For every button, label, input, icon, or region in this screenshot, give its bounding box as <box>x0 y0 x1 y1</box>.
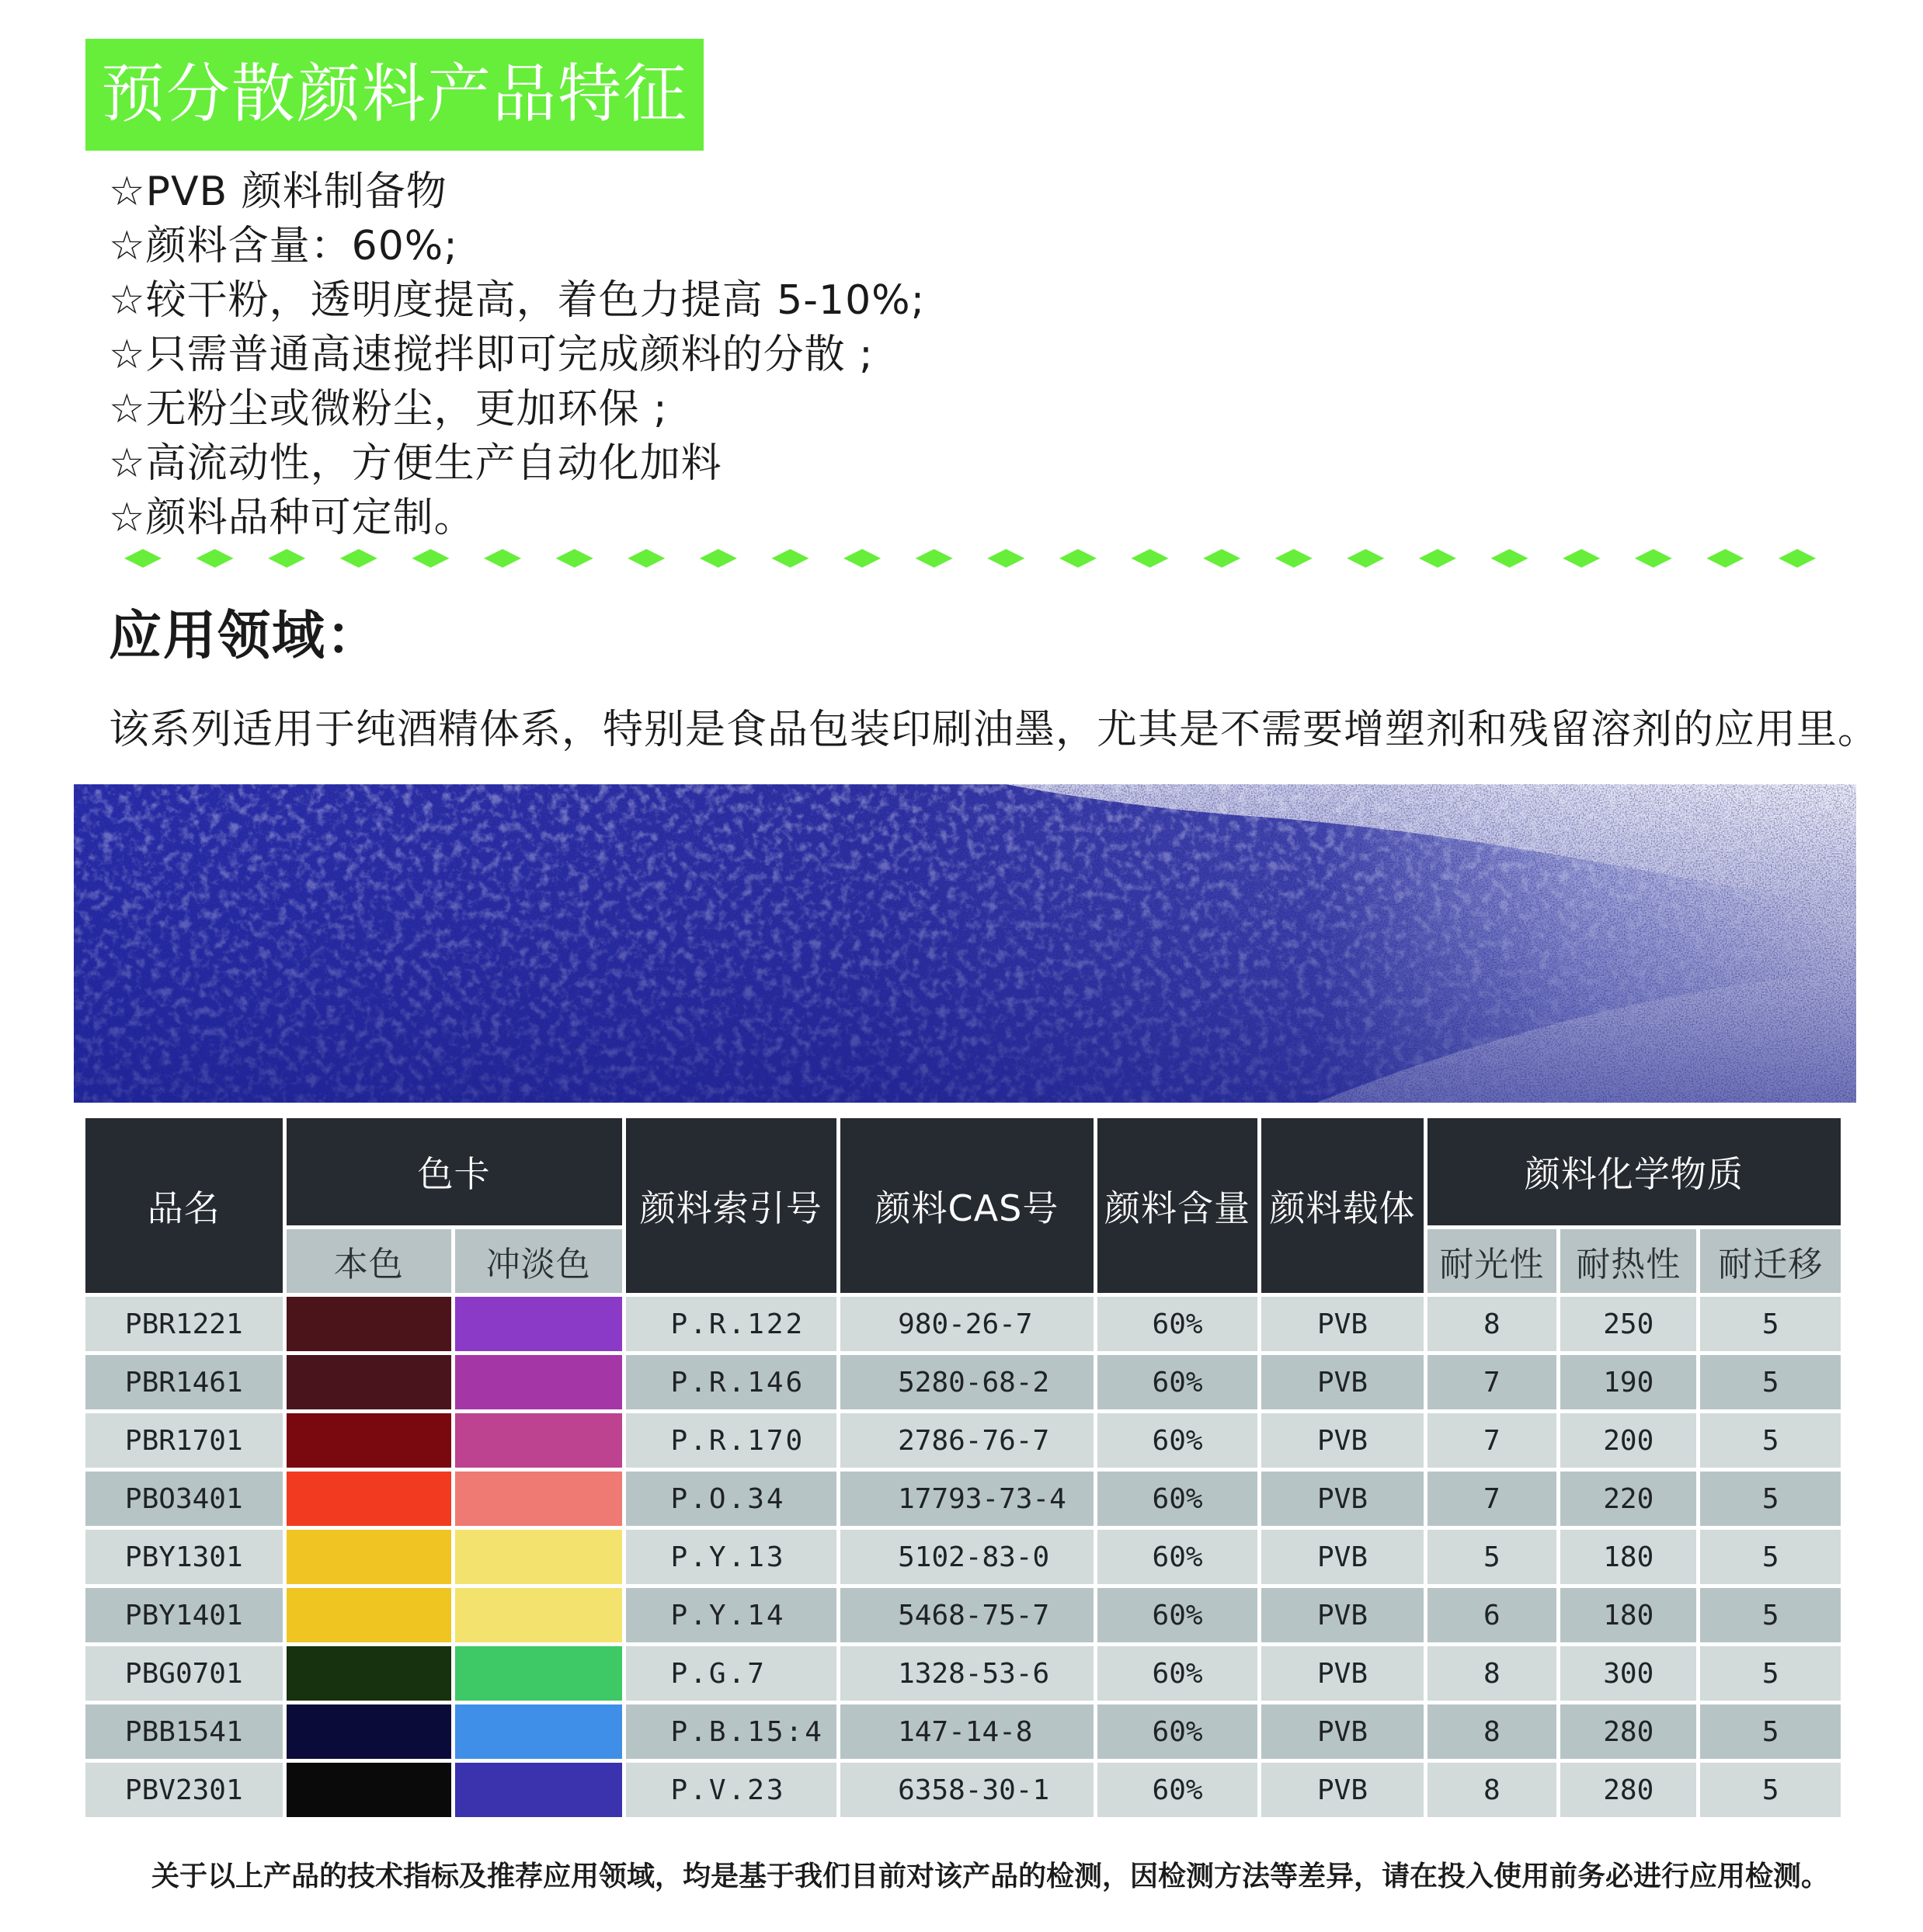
heat-resistance: 200 <box>1560 1413 1696 1468</box>
table-row <box>85 1763 1841 1817</box>
lightfastness: 7 <box>1427 1472 1556 1526</box>
feature-item: ☆颜料含量：60%; <box>109 223 458 269</box>
pigment-index: P.Y.13 <box>626 1530 837 1584</box>
header-content: 颜料含量 <box>1097 1118 1257 1293</box>
diamond-mark <box>556 549 593 568</box>
footnote: 关于以上产品的技术指标及推荐应用领域，均是基于我们目前对该产品的检测，因检测方法等差异，请在投入使用前务必进行应用检测。 <box>151 1861 1830 1892</box>
product-name: PBY1301 <box>85 1530 283 1584</box>
diamond-mark <box>1132 549 1169 568</box>
diamond-mark <box>1491 549 1528 568</box>
pigment-carrier: PVB <box>1261 1413 1423 1468</box>
migration-resistance: 5 <box>1700 1588 1841 1642</box>
product-name: PBR1701 <box>85 1413 283 1468</box>
diamond-mark <box>1275 549 1313 568</box>
feature-item: ☆PVB 颜料制备物 <box>109 169 447 215</box>
cas-number: 6358-30-1 <box>840 1763 1094 1817</box>
lightfastness: 8 <box>1427 1763 1556 1817</box>
tint-swatch <box>455 1472 621 1526</box>
pigment-carrier: PVB <box>1261 1763 1423 1817</box>
header-masstone: 本色 <box>287 1229 451 1293</box>
heat-resistance: 190 <box>1560 1355 1696 1409</box>
diamond-mark <box>268 549 305 568</box>
pigment-carrier: PVB <box>1261 1472 1423 1526</box>
table-row <box>85 1472 1841 1526</box>
pigment-index: P.R.170 <box>626 1413 837 1468</box>
masstone-swatch <box>287 1646 451 1701</box>
pigment-content: 60% <box>1097 1704 1257 1759</box>
pigment-carrier: PVB <box>1261 1646 1423 1701</box>
page-title: 预分散颜料产品特征 <box>85 39 704 151</box>
pigment-index: P.R.146 <box>626 1355 837 1409</box>
table-row <box>85 1704 1841 1759</box>
lightfastness: 7 <box>1427 1413 1556 1468</box>
heat-resistance: 180 <box>1560 1588 1696 1642</box>
blue-pigment-powder-photo <box>74 784 1856 1103</box>
header-migration: 耐迁移 <box>1700 1229 1841 1293</box>
table-row <box>85 1355 1841 1409</box>
pigment-carrier: PVB <box>1261 1355 1423 1409</box>
pigment-content: 60% <box>1097 1472 1257 1526</box>
heat-resistance: 280 <box>1560 1704 1696 1759</box>
application-description: 该系列适用于纯酒精体系，特别是食品包装印刷油墨，尤其是不需要增塑剂和残留溶剂的应用里。 <box>109 707 1880 753</box>
application-heading: 应用领域： <box>109 606 381 667</box>
diamond-mark <box>340 549 377 568</box>
heat-resistance: 250 <box>1560 1297 1696 1351</box>
tint-swatch <box>455 1646 621 1701</box>
cas-number: 1328-53-6 <box>840 1646 1094 1701</box>
product-name: PBG0701 <box>85 1646 283 1701</box>
diamond-mark <box>196 549 234 568</box>
diamond-mark <box>412 549 449 568</box>
lightfastness: 6 <box>1427 1588 1556 1642</box>
cas-number: 2786-76-7 <box>840 1413 1094 1468</box>
tint-swatch <box>455 1530 621 1584</box>
pigment-content: 60% <box>1097 1413 1257 1468</box>
feature-item: ☆高流动性，方便生产自动化加料 <box>109 440 722 487</box>
migration-resistance: 5 <box>1700 1763 1841 1817</box>
header-carrier: 颜料载体 <box>1261 1118 1423 1293</box>
pigment-index: P.R.122 <box>626 1297 837 1351</box>
header-cas: 颜料CAS号 <box>840 1118 1094 1293</box>
header-name: 品名 <box>85 1118 283 1293</box>
pigment-index: P.O.34 <box>626 1472 837 1526</box>
tint-swatch <box>455 1297 621 1351</box>
header-index: 颜料索引号 <box>626 1118 837 1293</box>
product-name: PBB1541 <box>85 1704 283 1759</box>
migration-resistance: 5 <box>1700 1355 1841 1409</box>
pigment-content: 60% <box>1097 1530 1257 1584</box>
masstone-swatch <box>287 1588 451 1642</box>
product-name: PBV2301 <box>85 1763 283 1817</box>
pigment-index: P.B.15:4 <box>626 1704 837 1759</box>
heat-resistance: 300 <box>1560 1646 1696 1701</box>
table-row <box>85 1413 1841 1468</box>
migration-resistance: 5 <box>1700 1472 1841 1526</box>
pigment-index: P.G.7 <box>626 1646 837 1701</box>
masstone-swatch <box>287 1297 451 1351</box>
pigment-content: 60% <box>1097 1355 1257 1409</box>
pigment-index: P.Y.14 <box>626 1588 837 1642</box>
diamond-mark <box>124 549 162 568</box>
diamond-divider <box>124 545 1817 572</box>
cas-number: 980-26-7 <box>840 1297 1094 1351</box>
lightfastness: 8 <box>1427 1297 1556 1351</box>
diamond-mark <box>1779 549 1816 568</box>
migration-resistance: 5 <box>1700 1413 1841 1468</box>
cas-number: 5468-75-7 <box>840 1588 1094 1642</box>
lightfastness: 8 <box>1427 1704 1556 1759</box>
diamond-mark <box>916 549 953 568</box>
pigment-carrier: PVB <box>1261 1588 1423 1642</box>
diamond-mark <box>1563 549 1600 568</box>
pigment-carrier: PVB <box>1261 1530 1423 1584</box>
migration-resistance: 5 <box>1700 1704 1841 1759</box>
pigment-carrier: PVB <box>1261 1297 1423 1351</box>
feature-item: ☆无粉尘或微粉尘，更加环保 ; <box>109 386 668 433</box>
pigment-content: 60% <box>1097 1297 1257 1351</box>
tint-swatch <box>455 1763 621 1817</box>
diamond-mark <box>628 549 665 568</box>
diamond-mark <box>843 549 881 568</box>
masstone-swatch <box>287 1413 451 1468</box>
pigment-carrier: PVB <box>1261 1704 1423 1759</box>
header-chem: 颜料化学物质 <box>1427 1118 1841 1225</box>
diamond-mark <box>1419 549 1456 568</box>
tint-swatch <box>455 1704 621 1759</box>
feature-list <box>109 165 925 545</box>
product-name: PBO3401 <box>85 1472 283 1526</box>
product-name: PBR1221 <box>85 1297 283 1351</box>
diamond-mark <box>1635 549 1672 568</box>
masstone-swatch <box>287 1530 451 1584</box>
header-color-card: 色卡 <box>287 1118 622 1225</box>
cas-number: 17793-73-4 <box>840 1472 1094 1526</box>
product-name: PBY1401 <box>85 1588 283 1642</box>
diamond-mark <box>1059 549 1097 568</box>
tint-swatch <box>455 1355 621 1409</box>
diamond-mark <box>1706 549 1744 568</box>
pigment-content: 60% <box>1097 1763 1257 1817</box>
diamond-mark <box>1347 549 1384 568</box>
tint-swatch <box>455 1588 621 1642</box>
header-light: 耐光性 <box>1427 1229 1556 1293</box>
diamond-mark <box>1203 549 1240 568</box>
lightfastness: 8 <box>1427 1646 1556 1701</box>
header-heat: 耐热性 <box>1560 1229 1696 1293</box>
diamond-mark <box>484 549 521 568</box>
masstone-swatch <box>287 1472 451 1526</box>
migration-resistance: 5 <box>1700 1646 1841 1701</box>
pigment-content: 60% <box>1097 1646 1257 1701</box>
table-row <box>85 1297 1841 1351</box>
feature-item: ☆只需普通高速搅拌即可完成颜料的分散 ; <box>109 332 874 378</box>
diamond-mark <box>700 549 737 568</box>
product-table <box>82 1114 1845 1821</box>
pigment-content: 60% <box>1097 1588 1257 1642</box>
heat-resistance: 180 <box>1560 1530 1696 1584</box>
masstone-swatch <box>287 1704 451 1759</box>
diamond-mark <box>987 549 1024 568</box>
table-row <box>85 1588 1841 1642</box>
lightfastness: 5 <box>1427 1530 1556 1584</box>
masstone-swatch <box>287 1763 451 1817</box>
cas-number: 5280-68-2 <box>840 1355 1094 1409</box>
migration-resistance: 5 <box>1700 1297 1841 1351</box>
lightfastness: 7 <box>1427 1355 1556 1409</box>
diamond-mark <box>771 549 808 568</box>
masstone-swatch <box>287 1355 451 1409</box>
heat-resistance: 220 <box>1560 1472 1696 1526</box>
table-row <box>85 1530 1841 1584</box>
header-tint: 冲淡色 <box>455 1229 621 1293</box>
migration-resistance: 5 <box>1700 1530 1841 1584</box>
heat-resistance: 280 <box>1560 1763 1696 1817</box>
tint-swatch <box>455 1413 621 1468</box>
feature-item: ☆颜料品种可定制。 <box>109 495 475 541</box>
feature-item: ☆较干粉，透明度提高，着色力提高 5-10%; <box>109 277 926 324</box>
product-name: PBR1461 <box>85 1355 283 1409</box>
cas-number: 5102-83-0 <box>840 1530 1094 1584</box>
cas-number: 147-14-8 <box>840 1704 1094 1759</box>
table-row <box>85 1646 1841 1701</box>
pigment-index: P.V.23 <box>626 1763 837 1817</box>
